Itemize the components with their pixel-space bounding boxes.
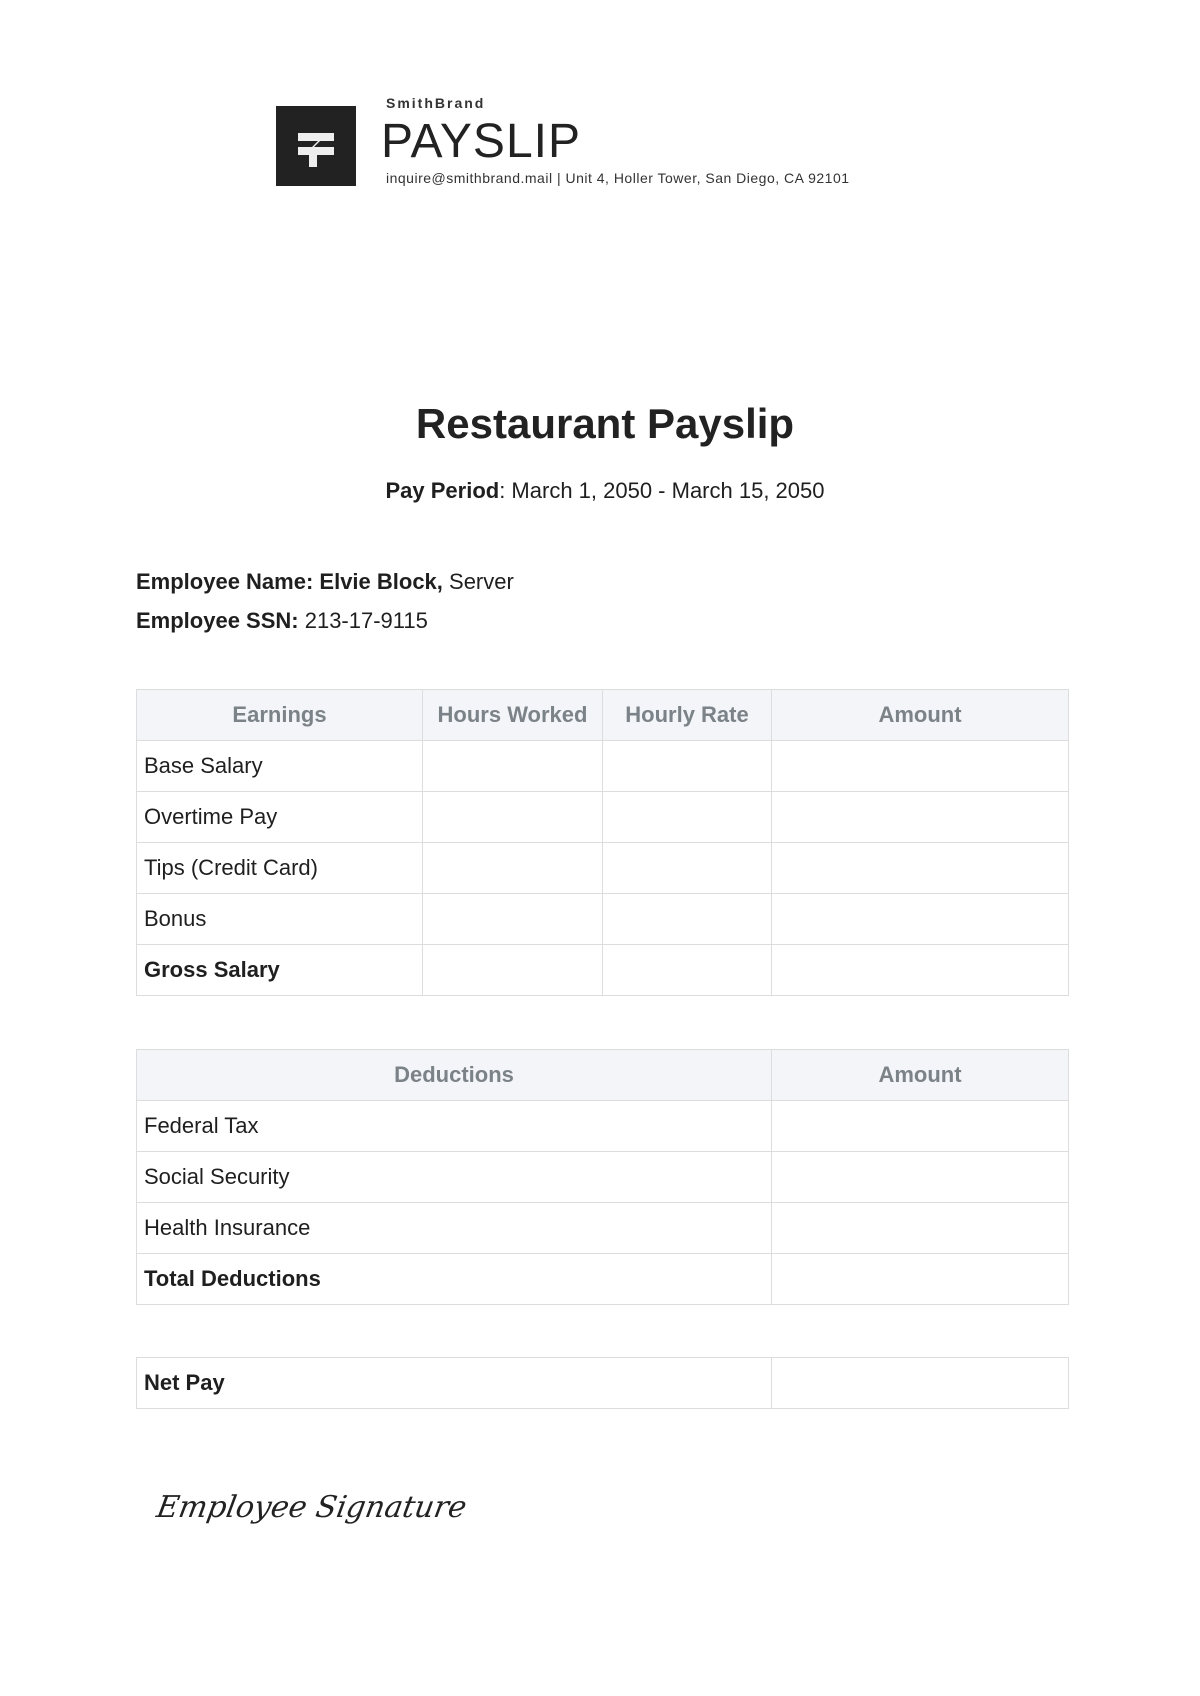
table-header: [137, 690, 1069, 741]
row-label: Health Insurance: [137, 1203, 772, 1254]
row-label: Bonus: [137, 894, 423, 945]
employee-name: [136, 569, 514, 595]
net-pay-amount-cell[interactable]: [772, 1358, 1069, 1409]
employee-role: Server: [442, 569, 514, 594]
amount-cell[interactable]: [772, 792, 1069, 843]
employee-name-label: Employee Name: Elvie Block,: [136, 569, 443, 594]
header-amount: Amount: [772, 690, 1069, 741]
hours-cell[interactable]: [423, 894, 603, 945]
amount-cell[interactable]: [772, 945, 1069, 996]
hours-cell[interactable]: [423, 741, 603, 792]
row-label: Tips (Credit Card): [137, 843, 423, 894]
header-amount: Amount: [772, 1050, 1069, 1101]
page-title: Restaurant Payslip: [415, 400, 795, 447]
amount-cell[interactable]: [772, 741, 1069, 792]
employee-ssn: [136, 608, 428, 634]
rate-cell[interactable]: [603, 741, 772, 792]
total-deductions-label: Total Deductions: [137, 1254, 772, 1305]
amount-cell[interactable]: [772, 1152, 1069, 1203]
row-label: Overtime Pay: [137, 792, 423, 843]
document-type: PAYSLIP: [381, 115, 581, 168]
rate-cell[interactable]: [603, 894, 772, 945]
hours-cell[interactable]: [423, 945, 603, 996]
row-label: Federal Tax: [137, 1101, 772, 1152]
table-row: [137, 894, 1069, 945]
row-label: Social Security: [137, 1152, 772, 1203]
table-row: [137, 1203, 1069, 1254]
brand-name: SmithBrand: [386, 95, 486, 111]
hours-cell[interactable]: [423, 792, 603, 843]
amount-cell[interactable]: [772, 843, 1069, 894]
total-row: [137, 1254, 1069, 1305]
rate-cell[interactable]: [603, 843, 772, 894]
table-row: [137, 792, 1069, 843]
header-rate: Hourly Rate: [603, 690, 772, 741]
net-pay-label: Net Pay: [137, 1358, 772, 1409]
logo-mark-icon: [276, 106, 356, 186]
amount-cell[interactable]: [772, 1203, 1069, 1254]
pay-period-value: : March 1, 2050 - March 15, 2050: [499, 478, 825, 503]
pay-period: [0, 478, 1200, 504]
row-label: Base Salary: [137, 741, 423, 792]
header-deductions: Deductions: [137, 1050, 772, 1101]
header-hours: Hours Worked: [423, 690, 603, 741]
rate-cell[interactable]: [603, 945, 772, 996]
employee-ssn-label: Employee SSN:: [136, 608, 299, 633]
table-header: [137, 1050, 1069, 1101]
amount-cell[interactable]: [772, 894, 1069, 945]
gross-salary-label: Gross Salary: [137, 945, 423, 996]
rate-cell[interactable]: [603, 792, 772, 843]
deductions-table: [136, 1049, 1069, 1305]
pay-period-label: Pay Period: [385, 478, 500, 503]
brand-logo: [276, 106, 356, 186]
total-row: [137, 945, 1069, 996]
company-contact: inquire@smithbrand.mail | Unit 4, Holler Tower, San Diego, CA 92101: [386, 170, 850, 186]
net-pay-row: [137, 1358, 1069, 1409]
hours-cell[interactable]: [423, 843, 603, 894]
table-row: [137, 843, 1069, 894]
employee-signature: Employee Signature: [153, 1490, 470, 1525]
amount-cell[interactable]: [772, 1254, 1069, 1305]
header-earnings: Earnings: [137, 690, 423, 741]
amount-cell[interactable]: [772, 1101, 1069, 1152]
employee-ssn-value: 213-17-9115: [298, 608, 428, 633]
net-pay-table: [136, 1357, 1069, 1409]
earnings-table: [136, 689, 1069, 996]
table-row: [137, 741, 1069, 792]
table-row: [137, 1101, 1069, 1152]
table-row: [137, 1152, 1069, 1203]
